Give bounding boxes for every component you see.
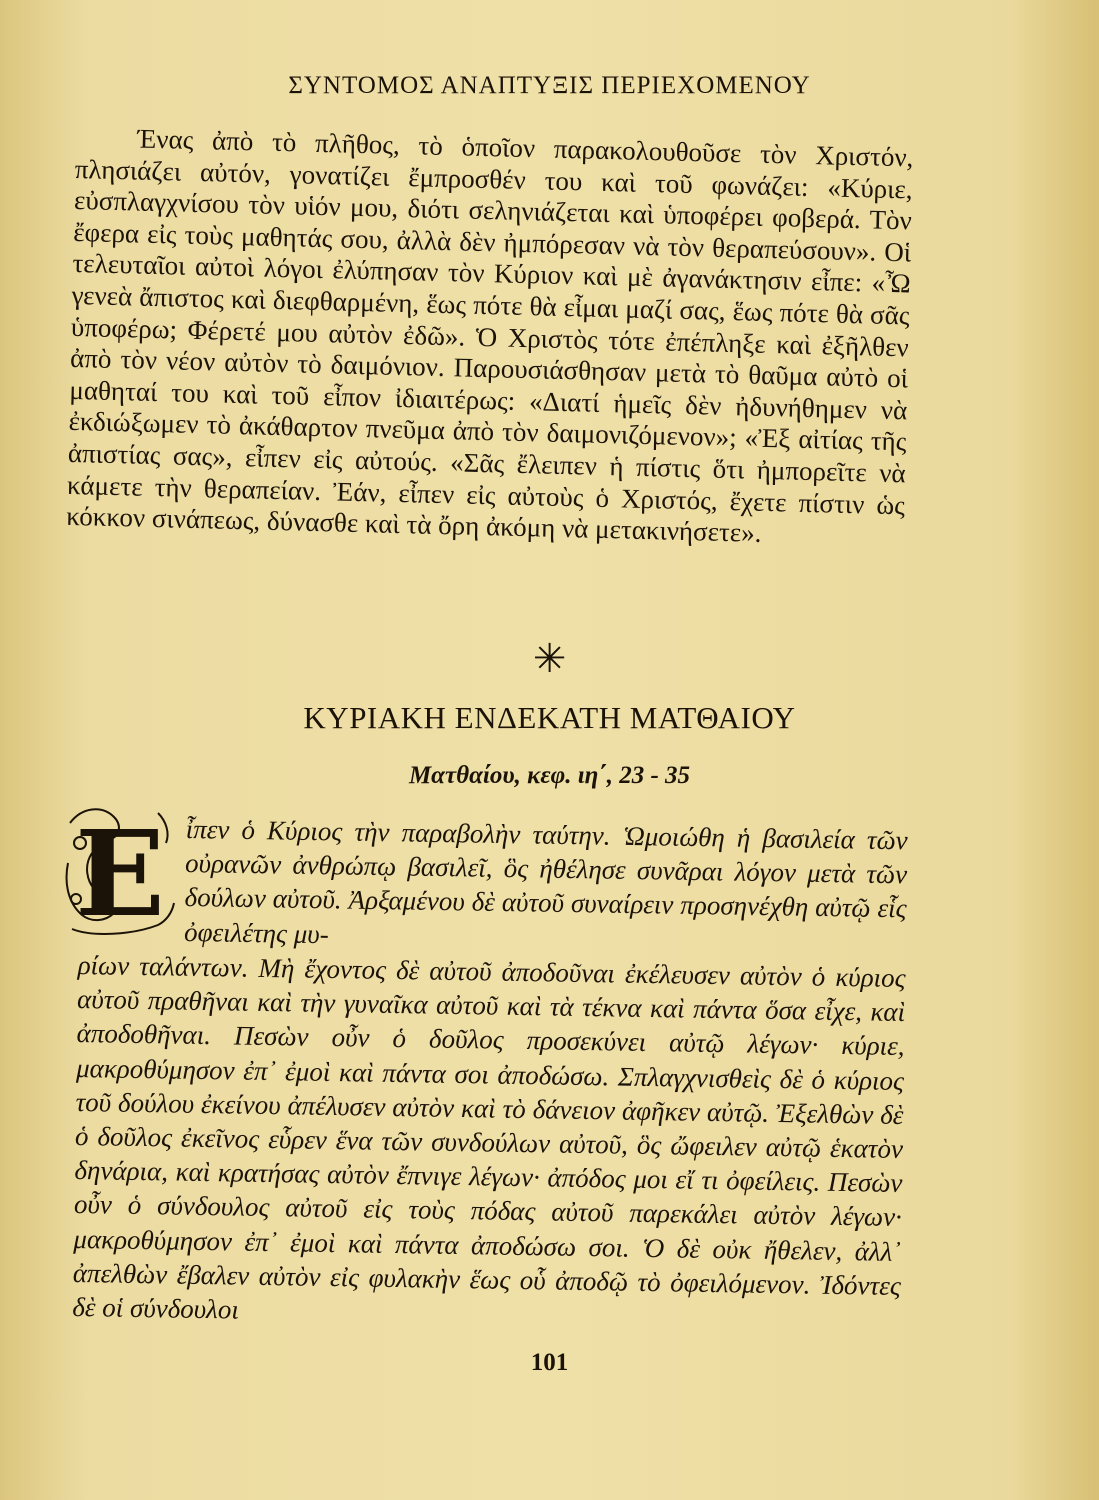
running-head: ΣΥΝΤΟΜΟΣ ΑΝΑΠΤΥΞΙΣ ΠΕΡΙΕΧΟΜΕΝΟΥ xyxy=(288,72,811,99)
gospel-text-body: ρίων ταλάντων. Μὴ ἔχοντος δὲ αὐτοῦ ἀποδοῦναι ἐκέλευσεν αὐτὸν ὁ κύριος αὐτοῦ πραθῆναι καὶ τὴν γυναῖκα αὐτοῦ καὶ τὰ τέκνα καὶ πάντα ὅσα εἶχε, καὶ ἀποδοθῆναι. Πεσὼν οὖν ὁ δοῦλος προσεκύνει αὐτῷ λέγων· κύριε, μακροθύμησον ἐπ᾿ ἐμοὶ καὶ πάντα σοι ἀποδώσω. Σπλαγχνισθεὶς δὲ ὁ κύριος τοῦ δούλου ἐκείνου ἀπέλυσεν αὐτὸν καὶ τὸ δάνειον ἀφῆκεν αὐτῷ. Ἐξελθὼν δὲ ὁ δοῦλος ἐκεῖνος εὗρεν ἕνα τῶν συνδούλων αὐτοῦ, ὃς ὤφειλεν αὐτῷ ἑκατὸν δηνάρια, καὶ κρατήσας αὐτὸν ἔπνιγε λέγων· ἀπόδος μοι εἴ τι ὀφείλεις. Πεσὼν οὖν ὁ σύνδουλος αὐτοῦ εἰς τοὺς πόδας αὐτοῦ παρεκάλει αὐτὸν λέγων· μακροθύμησον ἐπ᾿ ἐμοὶ καὶ πάντα ἀποδώσω σοι. Ὁ δὲ οὐκ ἤθελεν, ἀλλ᾿ ἀπελθὼν ἔβαλεν αὐτὸν εἰς φυλακὴν ἕως οὗ ἀποδῷ τὸ ὀφειλόμενον. Ἰδόντες δὲ οἱ σύνδουλοι xyxy=(72,949,906,1325)
summary-paragraph: Ένας ἀπὸ τὸ πλῆθος, τὸ ὁποῖον παρακολουθοῦσε τὸν Χριστόν, πλησιάζει αὐτόν, γονατίζει ἔμπροσθέν του καὶ τοῦ φωνάζει: «Κύριε, εὐσπλαγχνίσου τὸν υἱόν μου, διότι σεληνιάζεται καὶ ὑποφέρει φοβερά. Τὸν ἔφερα εἰς τοὺς μαθητάς σου, ἀλλὰ δὲν ἠμπόρεσαν νὰ τὸν θεραπεύσουν». Οἱ τελευταῖοι αὐτοὶ λόγοι ἐλύπησαν τὸν Κύριον καὶ μὲ ἀγανάκτησιν εἶπε: «Ὦ γενεὰ ἄπιστος καὶ διεφθαρμένη, ἕως πότε θὰ εἶμαι μαζί σας, ἕως πότε θὰ σᾶς ὑποφέρω; Φέρετέ μου αὐτὸν ἐδῶ». Ὁ Χριστὸς τότε ἐπέπληξε καὶ ἐξῆλθεν ἀπὸ τὸν νέον αὐτὸν τὸ δαιμόνιον. Παρουσιάσθησαν μετὰ τὸ θαῦμα αὐτὸ οἱ μαθηταί του καὶ τοῦ εἶπον ἰδιαιτέρως: «Διατί ἡμεῖς δὲν ἠδυνήθημεν νὰ ἐκδιώξωμεν τὸ ἀκάθαρτον πνεῦμα ἀπὸ τὸν δαιμονιζόμενον»; «Ἐξ αἰτίας τῆς ἀπιστίας σας», εἶπεν εἰς αὐτούς. «Σᾶς ἔλειπεν ἡ πίστις ὅτι ἠμπορεῖτε νὰ κάμετε τὴν θεραπείαν. Ἐάν, εἶπεν εἰς αὐτοὺς ὁ Χριστός, ἔχετε πίστιν ὡς κόκκον σινάπεως, δύνασθε καὶ τὰ ὄρη ἀκόμη νὰ μετακινήσετε». xyxy=(66,123,914,548)
dropcap-letter: Ε xyxy=(75,804,165,939)
section-separator-asterisk: ✳ xyxy=(532,636,567,682)
gospel-text-first-lines: ἶπεν ὁ Κύριος τὴν παραβολὴν ταύτην. Ὡμοιώθη ἡ βασιλεία τῶν οὐρανῶν ἀνθρώπῳ βασιλεῖ, ὃς ἠθέλησε συνᾶραι λόγον μετὰ τῶν δούλων αὐτοῦ. Ἀρξαμένου δὲ αὐτοῦ συναίρειν προσηνέχθη αὐτῷ εἷς ὀφειλέτης μυ- xyxy=(183,813,908,949)
section-title: ΚΥΡΙΑΚΗ ΕΝΔΕΚΑΤΗ ΜΑΤΘΑΙΟΥ xyxy=(303,700,796,735)
page-number: 101 xyxy=(530,1349,569,1376)
ornamental-dropcap xyxy=(62,803,178,939)
scripture-reference: Ματθαίου, κεφ. ιη΄, 23 - 35 xyxy=(408,762,691,789)
